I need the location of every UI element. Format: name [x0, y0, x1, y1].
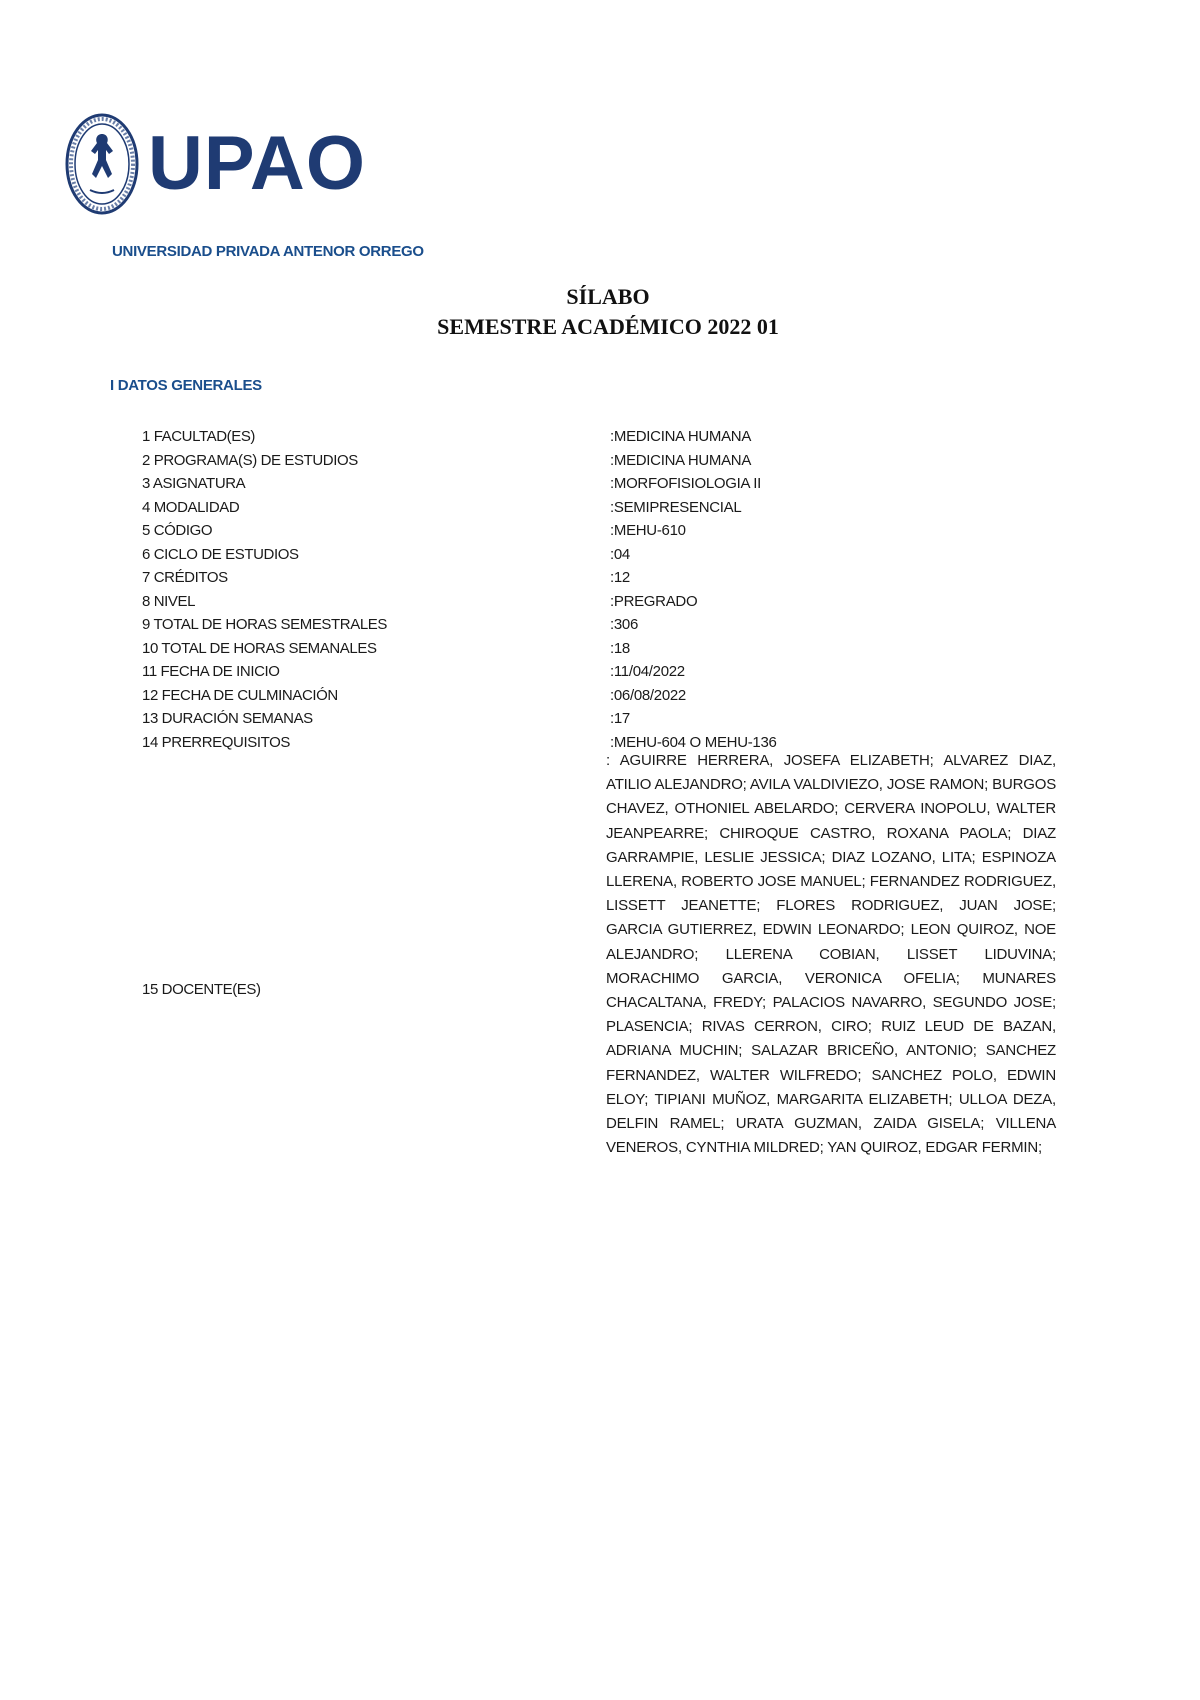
row-label: 10 TOTAL DE HORAS SEMANALES [142, 639, 377, 657]
data-row [142, 613, 1062, 637]
row-value: :PREGRADO [610, 592, 698, 610]
row-value: :06/08/2022 [610, 686, 686, 704]
row-label: 8 NIVEL [142, 592, 196, 610]
document-title: SÍLABO [566, 284, 650, 309]
docentes-list: : AGUIRRE HERRERA, JOSEFA ELIZABETH; ALVAREZ DIAZ, ATILIO ALEJANDRO; AVILA VALDIVIEZO, JOSE RAMON; BURGOS CHAVEZ, OTHONIEL ABELARDO; CERVERA INOPOLU, WALTER JEANPEARRE; CHIROQUE CASTRO, ROXANA PAOLA; DIAZ GARRAMPIE, LESLIE JESSICA; DIAZ LOZANO, LITA; ESPINOZA LLERENA, ROBERTO JOSE MANUEL; FERNANDEZ RODRIGUEZ, LISSETT JEANETTE; FLORES RODRIGUEZ, JUAN JOSE; GARCIA GUTIERREZ, EDWIN LEONARDO; LEON QUIROZ, NOE ALEJANDRO; LLERENA COBIAN, LISSET LIDUVINA; MORACHIMO GARCIA, VERONICA OFELIA; MUNARES CHACALTANA, FREDY; PALACIOS NAVARRO, SEGUNDO JOSE; PLASENCIA; RIVAS CERRON, CIRO; RUIZ LEUD DE BAZAN, ADRIANA MUCHIN; SALAZAR BRICEÑO, ANTONIO; SANCHEZ FERNANDEZ, WALTER WILFREDO; SANCHEZ POLO, EDWIN ELOY; TIPIANI MUÑOZ, MARGARITA ELIZABETH; ULLOA DEZA, DELFIN RAMEL; URATA GUZMAN, ZAIDA GISELA; VILLENA VENEROS, CYNTHIA MILDRED; YAN QUIROZ, EDGAR FERMIN; [606, 752, 1056, 1157]
upao-logo [64, 112, 366, 216]
row-label: 2 PROGRAMA(S) DE ESTUDIOS [142, 451, 358, 469]
row-value: :306 [610, 616, 638, 633]
row-label: 3 ASIGNATURA [142, 475, 246, 492]
data-row [142, 543, 1062, 567]
row-label: 7 CRÉDITOS [142, 569, 228, 586]
data-row [142, 566, 1062, 590]
row-label: 4 MODALIDAD [142, 498, 240, 516]
row-value: :MORFOFISIOLOGIA II [610, 475, 761, 492]
row-label: 14 PRERREQUISITOS [142, 733, 290, 751]
data-row [142, 637, 1062, 661]
row-label: 9 TOTAL DE HORAS SEMESTRALES [142, 616, 387, 633]
university-name: UNIVERSIDAD PRIVADA ANTENOR ORREGO [112, 243, 424, 260]
data-row [142, 590, 1062, 614]
row-value: :11/04/2022 [610, 663, 685, 680]
row-label: 5 CÓDIGO [142, 522, 213, 539]
row-label: 6 CICLO DE ESTUDIOS [142, 545, 299, 563]
data-row [142, 449, 1062, 473]
data-row [142, 519, 1062, 543]
row-value: :MEDICINA HUMANA [610, 451, 752, 469]
data-row [142, 707, 1062, 731]
logo-wordmark: UPAO [148, 121, 366, 206]
document-subtitle: SEMESTRE ACADÉMICO 2022 01 [437, 314, 779, 339]
row-value: :MEHU-610 [610, 522, 686, 539]
row-value: :18 [610, 639, 630, 657]
docentes-label: 15 DOCENTE(ES) [142, 981, 261, 998]
row-value: :17 [610, 710, 630, 727]
university-seal-icon [64, 112, 140, 216]
general-data-table [142, 425, 1062, 754]
data-row [142, 660, 1062, 684]
data-row [142, 472, 1062, 496]
section-heading: I DATOS GENERALES [110, 377, 262, 394]
row-label: 12 FECHA DE CULMINACIÓN [142, 686, 338, 704]
row-value: :12 [610, 569, 630, 586]
row-label: 13 DURACIÓN SEMANAS [142, 710, 313, 727]
data-row [142, 496, 1062, 520]
row-label: 1 FACULTAD(ES) [142, 428, 256, 445]
row-value: :MEHU-604 O MEHU-136 [610, 733, 777, 751]
data-row [142, 684, 1062, 708]
row-label: 11 FECHA DE INICIO [142, 663, 280, 680]
row-value: :04 [610, 545, 630, 563]
data-row [142, 425, 1062, 449]
row-value: :SEMIPRESENCIAL [610, 498, 742, 516]
row-value: :MEDICINA HUMANA [610, 428, 752, 445]
